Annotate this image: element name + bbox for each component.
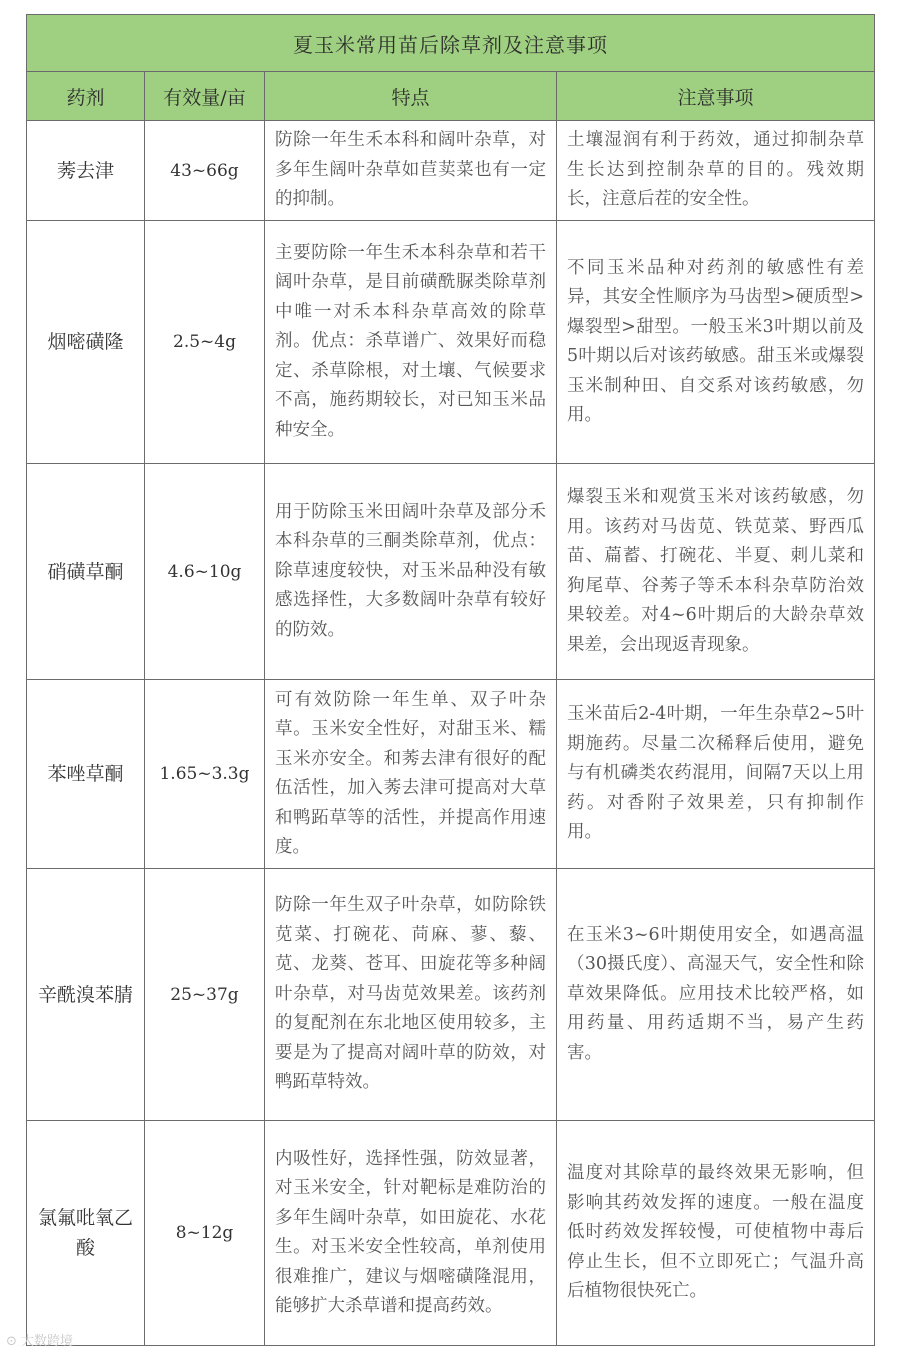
agent-name: 硝磺草酮	[27, 464, 145, 680]
table-row	[27, 680, 875, 869]
agent-name: 苯唑草酮	[27, 680, 145, 869]
agent-name: 辛酰溴苯腈	[27, 869, 145, 1121]
agent-features: 主要防除一年生禾本科杂草和若干阔叶杂草，是目前磺酰脲类除草剂中唯一对禾本科杂草高效的除草剂。优点：杀草谱广、效果好而稳定、杀草除根，对土壤、气候要求不高，施药期较长，对已知玉米品种安全。	[265, 221, 557, 464]
agent-dose: 8~12g	[145, 1121, 265, 1346]
agent-notes: 爆裂玉米和观赏玉米对该药敏感，勿用。该药对马齿苋、铁苋菜、野西瓜苗、萹蓄、打碗花、半夏、刺儿菜和狗尾草、谷莠子等禾本科杂草防治效果较差。对4~6叶期后的大龄杂草效果差，会出现返青现象。	[557, 464, 875, 680]
agent-dose: 25~37g	[145, 869, 265, 1121]
agent-features: 可有效防除一年生单、双子叶杂草。玉米安全性好，对甜玉米、糯玉米亦安全。和莠去津有很好的配伍活性，加入莠去津可提高对大草和鸭跖草等的活性，并提高作用速度。	[265, 680, 557, 869]
agent-dose: 43~66g	[145, 121, 265, 221]
agent-dose: 1.65~3.3g	[145, 680, 265, 869]
table-row	[27, 221, 875, 464]
agent-features: 防除一年生禾本科和阔叶杂草，对多年生阔叶杂草如苣荬菜也有一定的抑制。	[265, 121, 557, 221]
agent-name: 莠去津	[27, 121, 145, 221]
agent-features: 用于防除玉米田阔叶杂草及部分禾本科杂草的三酮类除草剂，优点：除草速度较快，对玉米品种没有敏感选择性，大多数阔叶杂草有较好的防效。	[265, 464, 557, 680]
header-dose: 有效量/亩	[145, 72, 265, 121]
agent-notes: 玉米苗后2-4叶期，一年生杂草2~5叶期施药。尽量二次稀释后使用，避免与有机磷类农药混用，间隔7天以上用药。对香附子效果差，只有抑制作用。	[557, 680, 875, 869]
agent-dose: 4.6~10g	[145, 464, 265, 680]
header-row	[27, 72, 875, 121]
agent-notes: 不同玉米品种对药剂的敏感性有差异，其安全性顺序为马齿型>硬质型>爆裂型>甜型。一般玉米3叶期以前及5叶期以后对该药敏感。甜玉米或爆裂玉米制种田、自交系对该药敏感，勿用。	[557, 221, 875, 464]
agent-features: 内吸性好，选择性强，防效显著，对玉米安全，针对靶标是难防治的多年生阔叶杂草，如田旋花、水花生。对玉米安全性较高，单剂使用很难推广，建议与烟嘧磺隆混用，能够扩大杀草谱和提高药效。	[265, 1121, 557, 1346]
table-row	[27, 464, 875, 680]
table-row	[27, 1121, 875, 1346]
header-notes: 注意事项	[557, 72, 875, 121]
agent-notes: 在玉米3~6叶期使用安全，如遇高温（30摄氏度）、高湿天气，安全性和除草效果降低。应用技术比较严格，如用药量、用药适期不当，易产生药害。	[557, 869, 875, 1121]
header-agent: 药剂	[27, 72, 145, 121]
header-features: 特点	[265, 72, 557, 121]
table-row	[27, 869, 875, 1121]
herbicide-table	[26, 14, 875, 1346]
agent-dose: 2.5~4g	[145, 221, 265, 464]
agent-name: 氯氟吡氧乙酸	[27, 1121, 145, 1346]
agent-features: 防除一年生双子叶杂草，如防除铁苋菜、打碗花、苘麻、蓼、藜、苋、龙葵、苍耳、田旋花等多种阔叶杂草，对马齿苋效果差。该药剂的复配剂在东北地区使用较多，主要是为了提高对阔叶草的防效，对鸭跖草特效。	[265, 869, 557, 1121]
table-title: 夏玉米常用苗后除草剂及注意事项	[27, 15, 875, 72]
herbicide-table-wrapper	[26, 14, 874, 1346]
watermark-text: 大数跨境	[21, 1334, 74, 1349]
watermark-logo-icon: ⊙	[6, 1334, 17, 1349]
table-row	[27, 121, 875, 221]
agent-name: 烟嘧磺隆	[27, 221, 145, 464]
agent-notes: 土壤湿润有利于药效，通过抑制杂草生长达到控制杂草的目的。残效期长，注意后茬的安全性。	[557, 121, 875, 221]
watermark	[6, 1330, 73, 1349]
agent-notes: 温度对其除草的最终效果无影响，但影响其药效发挥的速度。一般在温度低时药效发挥较慢，可使植物中毒后停止生长，但不立即死亡；气温升高后植物很快死亡。	[557, 1121, 875, 1346]
